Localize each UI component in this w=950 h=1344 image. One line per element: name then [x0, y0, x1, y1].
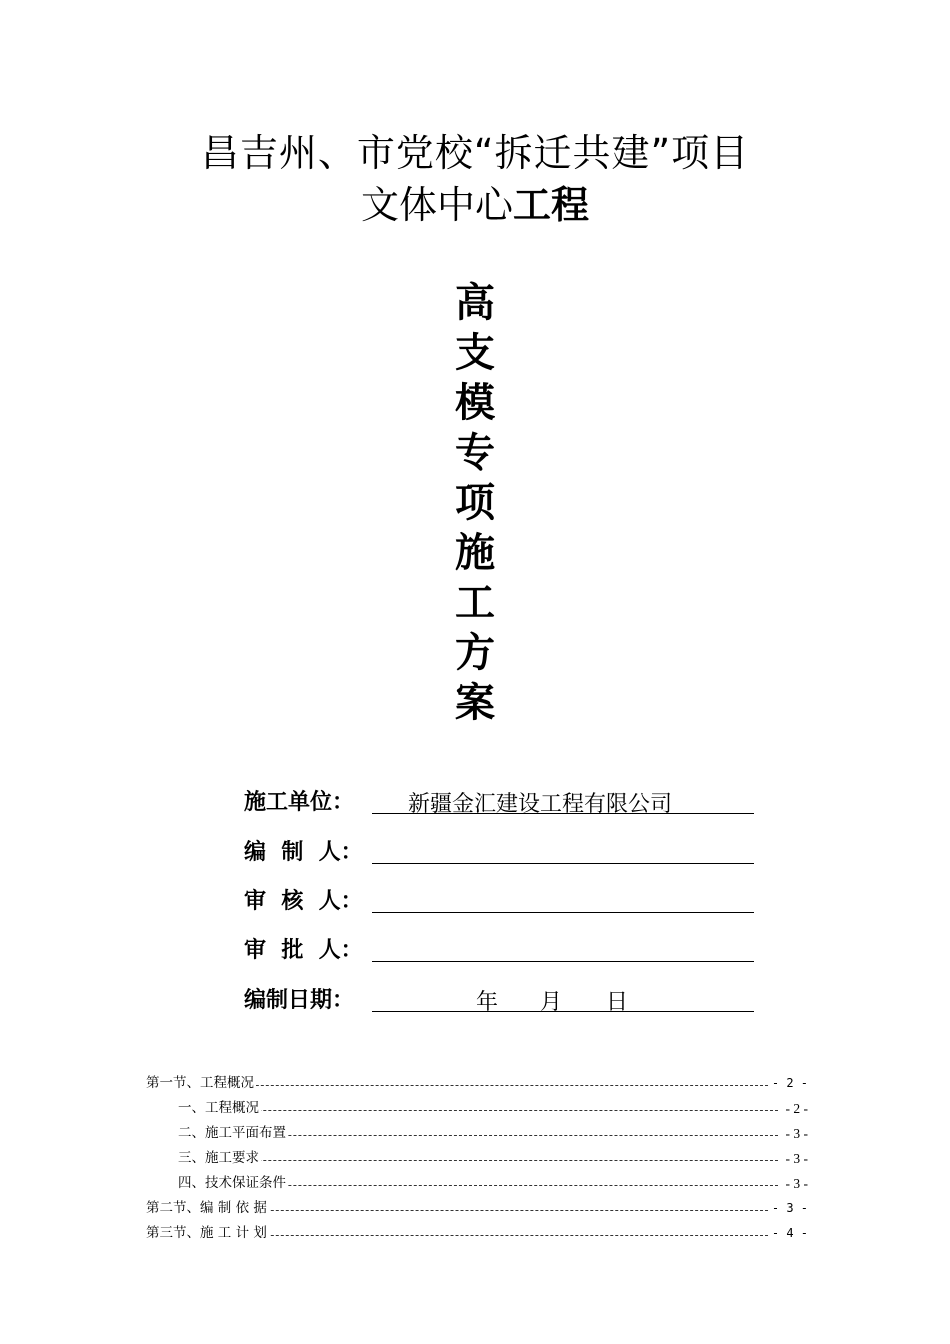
toc-entry-title: 二、施工平面布置 — [178, 1121, 288, 1146]
toc-entry-page: - 3 - — [784, 1171, 809, 1196]
toc-leader — [178, 1160, 778, 1161]
reviewer-field — [372, 882, 754, 913]
project-title-line1: 昌吉州、市党校“拆迁共建”项目 — [200, 131, 750, 175]
plan-title-char: 模 — [455, 380, 495, 426]
toc-entry-title: 第一节、工程概况 — [146, 1071, 256, 1096]
plan-title-char: 专 — [455, 430, 495, 476]
toc-entry[interactable] — [146, 1121, 808, 1146]
plan-title-char: 施 — [455, 530, 495, 576]
plan-title-vertical — [445, 278, 505, 728]
reviewer-label: 审 核 人： — [244, 889, 363, 914]
plan-title-char: 支 — [455, 330, 495, 376]
table-of-contents — [146, 1071, 808, 1246]
toc-entry-title: 一、工程概况 — [178, 1096, 261, 1121]
toc-entry-title: 四、技术保证条件 — [178, 1171, 288, 1196]
date-month: 月 — [540, 990, 563, 1015]
project-title-line2 — [0, 180, 950, 230]
toc-entry-page: - 4 - — [770, 1221, 808, 1246]
toc-entry[interactable] — [146, 1146, 808, 1171]
plan-title-char: 案 — [455, 680, 495, 726]
plan-title-char: 高 — [455, 280, 495, 326]
toc-entry[interactable] — [146, 1221, 808, 1246]
plan-title-char: 项 — [455, 480, 495, 526]
date-year: 年 — [476, 990, 499, 1015]
plan-title-char: 方 — [455, 630, 495, 676]
date-day: 日 — [606, 990, 629, 1015]
date-label: 编制日期： — [244, 988, 355, 1013]
date-field — [372, 981, 754, 1015]
project-title-line2-normal: 文体中心 — [360, 183, 513, 227]
project-title-line2-bold: 工程 — [513, 183, 590, 227]
toc-entry[interactable] — [146, 1196, 808, 1221]
toc-entry-title: 第二节、编 制 依 据 — [146, 1196, 269, 1221]
author-field — [372, 833, 754, 864]
approver-label: 审 批 人： — [244, 938, 363, 963]
approver-field — [372, 931, 754, 962]
toc-entry[interactable] — [146, 1071, 808, 1096]
toc-entry[interactable] — [146, 1096, 808, 1121]
toc-entry-page: - 2 - — [784, 1096, 809, 1121]
toc-entry-page: - 3 - — [784, 1121, 809, 1146]
toc-entry-page: - 3 - — [784, 1146, 809, 1171]
construction-unit-field — [372, 783, 754, 817]
construction-unit-value: 新疆金汇建设工程有限公司 — [408, 792, 673, 817]
toc-entry-page: - 2 - — [770, 1071, 808, 1096]
author-label: 编 制 人： — [244, 840, 363, 865]
plan-title-char: 工 — [455, 580, 495, 626]
toc-entry-page: - 3 - — [770, 1196, 808, 1221]
toc-leader — [178, 1110, 778, 1111]
toc-entry-title: 三、施工要求 — [178, 1146, 261, 1171]
construction-unit-label: 施工单位： — [244, 790, 355, 815]
toc-entry[interactable] — [146, 1171, 808, 1196]
toc-entry-title: 第三节、施 工 计 划 — [146, 1221, 269, 1246]
